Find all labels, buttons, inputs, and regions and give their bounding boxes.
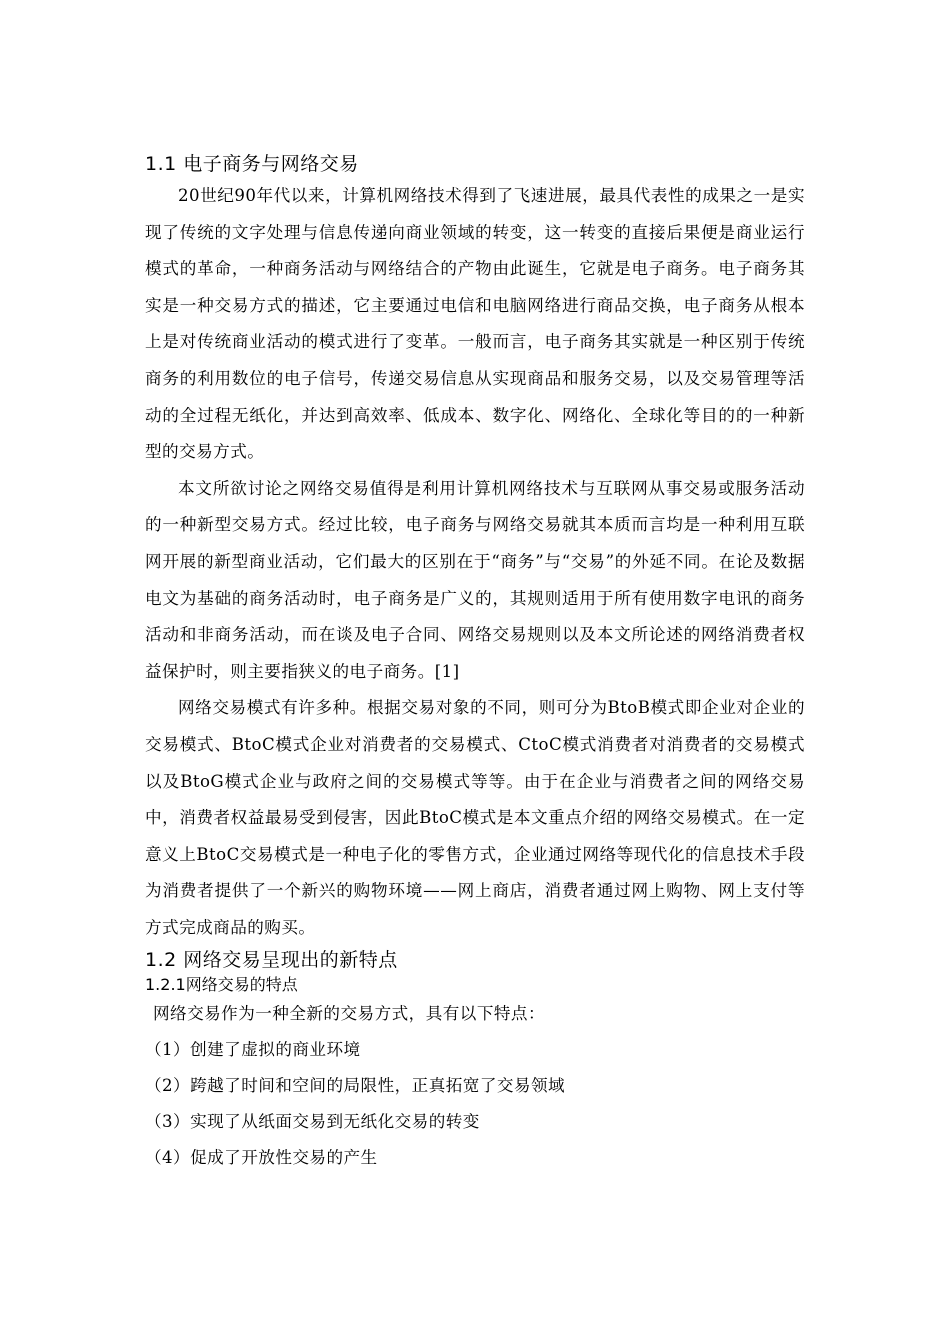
section-heading-1-1: 1.1 电子商务与网络交易 bbox=[145, 153, 359, 175]
list-item: （4）促成了开放性交易的产生 bbox=[145, 1148, 378, 1168]
features-list bbox=[145, 1032, 805, 1176]
section-heading-1-2: 1.2 网络交易呈现出的新特点 bbox=[145, 949, 398, 972]
list-item: （3）实现了从纸面交易到无纸化交易的转变 bbox=[145, 1112, 480, 1132]
subsection-heading-1-2-1: 1.2.1网络交易的特点 bbox=[145, 975, 298, 995]
paragraph-2: 本文所欲讨论之网络交易值得是利用计算机网络技术与互联网从事交易或服务活动的一种新型交易方式。经过比较，电子商务与网络交易就其本质而言均是一种利用互联网开展的新型商业活动，它们最大的区别在于“商务”与“交易”的外延不同。在论及数据电文为基础的商务活动时，电子商务是广义的，其规则适用于所有使用数字电讯的商务活动和非商务活动，而在谈及电子合同、网络交易规则以及本文所论述的网络消费者权益保护时，则主要指狭义的电子商务。[1] bbox=[145, 478, 805, 681]
list-item: （2）跨越了时间和空间的局限性，正真拓宽了交易领域 bbox=[145, 1076, 566, 1096]
document-page bbox=[145, 150, 805, 1176]
paragraph-1: 20世纪90年代以来，计算机网络技术得到了飞速进展，最具代表性的成果之一是实现了传统的文字处理与信息传递向商业领域的转变，这一转变的直接后果便是商业运行模式的革命，一种商务活动与网络结合的产物由此诞生，它就是电子商务。电子商务其实是一种交易方式的描述，它主要通过电信和电脑网络进行商品交换，电子商务从根本上是对传统商业活动的模式进行了变革。一般而言，电子商务其实就是一种区别于传统商务的利用数位的电子信号，传递交易信息从实现商品和服务交易，以及交易管理等活动的全过程无纸化，并达到高效率、低成本、数字化、网络化、全球化等目的的一种新型的交易方式。 bbox=[145, 186, 805, 462]
list-item: （1）创建了虚拟的商业环境 bbox=[145, 1040, 361, 1060]
paragraph-3: 网络交易模式有许多种。根据交易对象的不同，则可分为BtoB模式即企业对企业的交易模式、BtoC模式企业对消费者的交易模式、CtoC模式消费者对消费者的交易模式以及BtoG模式企业与政府之间的交易模式等等。由于在企业与消费者之间的网络交易中，消费者权益最易受到侵害，因此BtoC模式是本文重点介绍的网络交易模式。在一定意义上BtoC交易模式是一种电子化的零售方式，企业通过网络等现代化的信息技术手段为消费者提供了一个新兴的购物环境——网上商店，消费者通过网上购物、网上支付等方式完成商品的购买。 bbox=[145, 698, 805, 937]
features-intro: 网络交易作为一种全新的交易方式，具有以下特点： bbox=[153, 1004, 546, 1024]
